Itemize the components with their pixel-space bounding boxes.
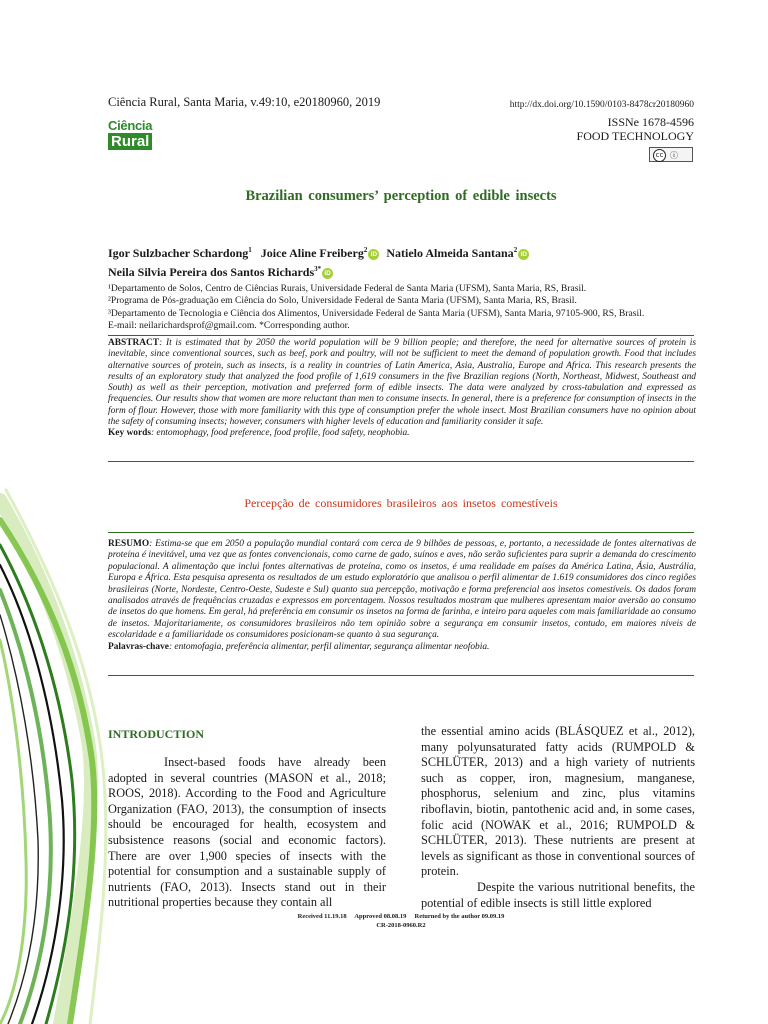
author-sup: 3* — [314, 265, 322, 273]
portuguese-title: Percepção de consumidores brasileiros aos insetos comestíveis — [244, 496, 558, 510]
orcid-icon[interactable]: iD — [368, 249, 379, 260]
manuscript-code: CR-2018-0960.R2 — [376, 922, 426, 929]
corresponding-email[interactable]: E-mail: neilarichardsprof@gmail.com. *Corresponding author. — [108, 320, 350, 332]
author-sup: 2 — [513, 246, 518, 254]
divider — [108, 335, 694, 336]
affiliation-3: ³Departamento de Tecnologia e Ciência dos Alimentos, Universidade Federal de Santa Maria (UFSM), Santa Maria, 97105-900, RS, Brasil. — [108, 307, 645, 319]
section-label: FOOD TECHNOLOGY — [576, 129, 694, 143]
author-name: Natielo Almeida Santana — [386, 246, 514, 260]
body-column-2 — [421, 724, 695, 911]
issn: ISSNe 1678-4596 — [607, 115, 694, 129]
submission-footer — [108, 912, 694, 930]
paragraph: the essential amino acids (BLÁSQUEZ et al., 2012), many polyunsaturated fatty acids (RUMPOLD & SCHLÜTER, 2013) and a high variety of nutrients such as copper, iron, magnesium, manganese, phosphorus, selenium and zinc, plus vitamins riboflavin, biotin, pantothenic acid and, in some cases, folic acid (NOWAK et al., 2016; RUMPOLD & SCHLÜTER, 2013). These nutrients are present at levels as significant as those in conventional sources of protein. — [421, 724, 695, 879]
logo-line-2: Rural — [108, 133, 152, 150]
author-list — [108, 242, 694, 280]
divider — [108, 461, 694, 462]
abstract-text: : It is estimated that by 2050 the world population will be 9 billion people; and therefore, the need for alternative sources of protein is inevitable, since conventional sources, such as beef, pork and poultry, will not be sufficient to meet the demand of population growth. Food that includes alternative sources of protein, such as insects, is a reality in countries of Latin America, Asia, Australia, Europe and Africa. This research presents the results of an exploratory study that analyzed the food profile of 1,619 consumers in the five Brazilian regions (North, Northeast, Midwest, Southeast and South) as well as their perception, motivation and preferred form of edible insects. The data were analyzed by cross-tabulation and expressed as frequencies. Our results show that women are more reluctant than men to consume insects. In general, there is a preference for consumption of insects in the form of flour. However, those with more familiarity with this type of consumption prefer the whole insect. Most Brazilian consumers have no opinion about the safety of consuming insects; however, consumers with higher levels of education and familiarity consider it safe. — [108, 338, 696, 428]
orcid-icon[interactable]: iD — [518, 249, 529, 260]
resumo-text: : Estima-se que em 2050 a população mundial contará com cerca de 9 bilhões de pessoas, e, portanto, a necessidade de fontes alternativas de proteína é inevitável, uma vez que as fontes convencionais, como carne de gado, suínos e aves, não serão suficientes para suprir a demanda do crescimento populacional. A alimentação que inclui fontes alternativas de proteína, como os insetos, é uma realidade em países da América Latina, Ásia, Austrália, Europa e África. Esta pesquisa apresenta os resultados de um estudo exploratório que analisou o perfil alimentar de 1.619 consumidores dos cinco regiões brasileiras (Norte, Nordeste, Centro-Oeste, Sudeste e Sul) quanto sua percepção, motivação e forma preferencial aos insetos comestíveis. Os dados foram analisados através de frequências cruzadas e expressos em porcentagem. Nossos resultados mostram que mulheres apresentam maior aversão ao consumo de insetos do que homens. Em geral, há preferência em consumir os insetos na forma de farinha, e inteiro para aqueles com mais familiaridade ao consumo de insetos. Majoritariamente, os consumidores brasileiros não tem opinião sobre a segurança em consumir insetos, contudo, em maiores níveis de escolaridade e a familiaridade os consumidores posicionam-se quanto à sua segurança. — [108, 539, 696, 641]
palavras-chave-label: Palavras-chave — [108, 641, 169, 652]
affiliation-1: ¹Departamento de Solos, Centro de Ciências Rurais, Universidade Federal de Santa Maria (UFSM), Santa Maria, RS, Brasil. — [108, 283, 587, 294]
doi-link[interactable]: http://dx.doi.org/10.1590/0103-8478cr20180960 — [509, 100, 694, 110]
introduction-heading: INTRODUCTION — [108, 727, 205, 741]
submission-dates: Received 11.19.18 Approved 08.08.19 Returned by the author 09.09.19 — [297, 913, 505, 920]
resumo-label: RESUMO — [108, 539, 150, 549]
author-sup: 2 — [363, 246, 368, 254]
paragraph: Despite the various nutritional benefits, the potential of edible insects is still little explored — [421, 879, 695, 910]
cc-license-badge[interactable] — [649, 147, 693, 162]
keywords-label: Key words — [108, 428, 151, 439]
author-name: Igor Sulzbacher Schardong — [108, 246, 249, 260]
author-name: Neila Silvia Pereira dos Santos Richards — [108, 265, 315, 279]
article-title: Brazilian consumers’ perception of edible insects — [245, 188, 557, 204]
abstract — [108, 338, 696, 440]
affiliation-2: ²Programa de Pós-graduação em Ciência do Solo, Universidade Federal de Santa Maria (UFSM), Santa Maria, RS, Brasil. — [108, 295, 577, 307]
journal-logo — [108, 119, 168, 155]
cc-icon: cc — [653, 149, 666, 162]
resumo — [108, 539, 696, 653]
by-icon: ⓘ — [670, 151, 678, 160]
journal-citation: Ciência Rural, Santa Maria, v.49:10, e20180960, 2019 — [108, 95, 381, 109]
author-sup: 1 — [248, 246, 252, 254]
logo-line-1: Ciência — [108, 118, 153, 133]
affiliations — [108, 283, 696, 333]
palavras-chave-text: : entomofagia, preferência alimentar, perfil alimentar, segurança alimentar neofobia. — [168, 641, 490, 652]
keywords-text: : entomophagy, food preference, food profile, food safety, neophobia. — [150, 428, 410, 439]
paragraph: Insect-based foods have already been adopted in several countries (MASON et al., 2018; ROOS, 2018). According to the Food and Agriculture Organization (FAO, 2013), the consumption of insects should be encouraged for health, ecosystem and subsistence reasons (social and economic factors). There are over 1,900 species of insects with the potential for consumption and a sustainable supply of nutrients (FAO, 2013). Insects stand out in their nutritional properties because they contain all — [108, 755, 386, 910]
orcid-icon[interactable]: iD — [322, 268, 333, 279]
abstract-label: ABSTRACT — [108, 338, 160, 348]
body-column-1 — [108, 755, 386, 911]
author-name: Joice Aline Freiberg — [260, 246, 364, 260]
divider — [108, 532, 694, 533]
divider — [108, 675, 694, 676]
